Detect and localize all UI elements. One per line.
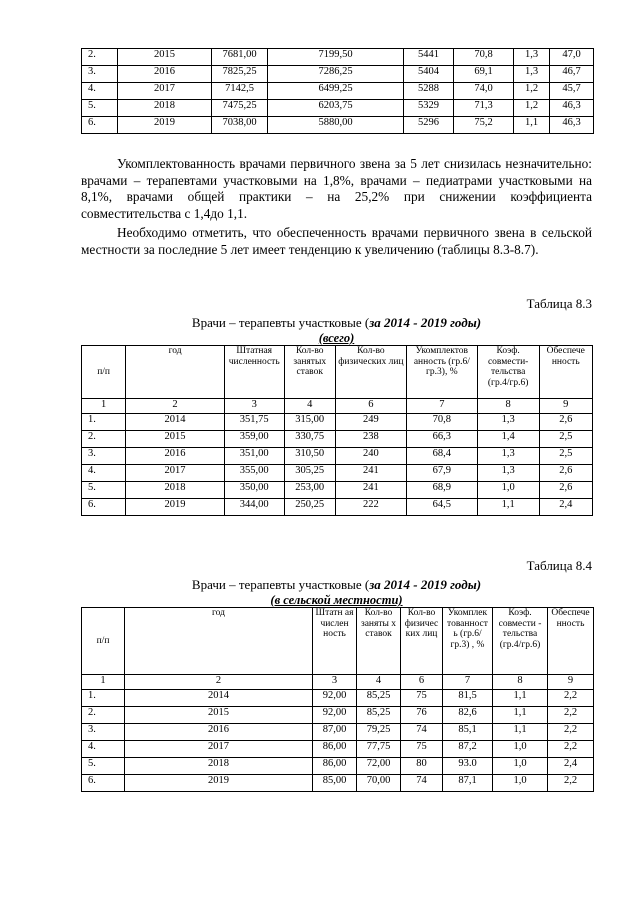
table-cell: 2,2	[548, 775, 594, 792]
table-cell: год	[126, 346, 225, 399]
table-cell: 2018	[126, 482, 225, 499]
table-cell: 86,00	[313, 758, 357, 775]
table-cell: 2,6	[539, 482, 593, 499]
table-cell: 4.	[82, 83, 118, 100]
table-cell: 85,1	[443, 724, 493, 741]
table-cell: 7681,00	[212, 49, 268, 66]
table-cell: 82,6	[443, 707, 493, 724]
continued-table	[81, 48, 594, 134]
table-cell: 1.	[82, 414, 126, 431]
table-cell: Кол-во физичес ких лиц	[401, 608, 443, 675]
table-cell: 46,7	[550, 66, 594, 83]
table-8-3	[81, 345, 593, 516]
table-cell: 5.	[82, 758, 125, 775]
table-cell: Штатн ая числен ность	[313, 608, 357, 675]
table-cell: 5.	[82, 482, 126, 499]
table-cell: 330,75	[284, 431, 335, 448]
table-cell: 2016	[125, 724, 313, 741]
table-cell: 70,00	[357, 775, 401, 792]
table-cell: Обеспече нность	[539, 346, 593, 399]
table-cell: 7475,25	[212, 100, 268, 117]
table-cell: 6203,75	[268, 100, 404, 117]
table-cell: 6.	[82, 499, 126, 516]
table-cell: 6	[401, 675, 443, 690]
table-cell: 69,1	[454, 66, 514, 83]
table-cell: 315,00	[284, 414, 335, 431]
table-cell: 46,3	[550, 117, 594, 134]
table-cell: 222	[335, 499, 406, 516]
table-cell: 2,6	[539, 465, 593, 482]
table-8-4	[81, 607, 594, 792]
table-cell: 3	[313, 675, 357, 690]
table-cell: 250,25	[284, 499, 335, 516]
table-cell: 68,4	[406, 448, 477, 465]
table-cell: 305,25	[284, 465, 335, 482]
table-cell: 1,2	[514, 83, 550, 100]
table-cell: 5404	[404, 66, 454, 83]
table-cell: Кол-во занятых ставок	[284, 346, 335, 399]
table-row	[82, 741, 594, 758]
table-cell: 5880,00	[268, 117, 404, 134]
table-cell: 241	[335, 465, 406, 482]
table-cell: 2.	[82, 49, 118, 66]
table-cell: 1,1	[514, 117, 550, 134]
table-row	[82, 448, 593, 465]
table-row	[82, 100, 594, 117]
table-cell: 2,2	[548, 707, 594, 724]
table-cell: 240	[335, 448, 406, 465]
table-cell: 87,1	[443, 775, 493, 792]
table-cell: 4.	[82, 741, 125, 758]
table-cell: 9	[539, 399, 593, 414]
table-cell: 5296	[404, 117, 454, 134]
table-cell: 87,00	[313, 724, 357, 741]
table-cell: 8	[477, 399, 539, 414]
table-row	[82, 431, 593, 448]
table-cell: год	[125, 608, 313, 675]
table-cell: 70,8	[406, 414, 477, 431]
table-8-3-title: Врачи – терапевты участковые (за 2014 - 2019 годы)	[191, 315, 482, 330]
column-number-row	[82, 675, 594, 690]
table-cell: 7142,5	[212, 83, 268, 100]
table-row	[82, 690, 594, 707]
table-cell: 9	[548, 675, 594, 690]
table-cell: 86,00	[313, 741, 357, 758]
table-cell: 2	[126, 399, 225, 414]
table-cell: 2015	[126, 431, 225, 448]
table-cell: 1.	[82, 690, 125, 707]
table-cell: 2,2	[548, 724, 594, 741]
table-row	[82, 49, 594, 66]
table-cell: 1,0	[477, 482, 539, 499]
table-cell: 1,1	[493, 707, 548, 724]
table-cell: 77,75	[357, 741, 401, 758]
table-cell: 2,5	[539, 431, 593, 448]
table-cell: 68,9	[406, 482, 477, 499]
table-cell: 1,0	[493, 758, 548, 775]
table-cell: 1,4	[477, 431, 539, 448]
table-cell: 5.	[82, 100, 118, 117]
paragraph-rural: Необходимо отметить, что обеспеченность врачами первичного звена в сельской местности за последние 5 лет имеет тенденцию к увеличению (таблицы 8.3-8.7).	[81, 225, 592, 257]
table-cell: 85,00	[313, 775, 357, 792]
table-cell: 5329	[404, 100, 454, 117]
table-cell: 5441	[404, 49, 454, 66]
table-cell: 2018	[118, 100, 212, 117]
table-row	[82, 724, 594, 741]
table-8-4-title: Врачи – терапевты участковые (за 2014 - 2019 годы)	[191, 577, 482, 592]
table-cell: 2	[125, 675, 313, 690]
table-cell: 7038,00	[212, 117, 268, 134]
table-cell: 74	[401, 724, 443, 741]
table-cell: 85,25	[357, 690, 401, 707]
table-cell: 2,5	[539, 448, 593, 465]
table-cell: 1,3	[514, 49, 550, 66]
table-cell: 67,9	[406, 465, 477, 482]
table-cell: 2014	[126, 414, 225, 431]
table-cell: п/п	[82, 608, 125, 675]
table-cell: 2017	[125, 741, 313, 758]
table-cell: 1,0	[493, 775, 548, 792]
table-cell: 3.	[82, 66, 118, 83]
table-row	[82, 758, 594, 775]
table-cell: 1	[82, 675, 125, 690]
table-row	[82, 66, 594, 83]
table-cell: 3.	[82, 724, 125, 741]
table-cell: 5288	[404, 83, 454, 100]
table-cell: 6.	[82, 775, 125, 792]
table-row	[82, 775, 594, 792]
table-cell: 2.	[82, 707, 125, 724]
table-cell: 92,00	[313, 707, 357, 724]
table-cell: 6.	[82, 117, 118, 134]
column-number-row	[82, 399, 593, 414]
table-cell: Обеспече нность	[548, 608, 594, 675]
paragraph-staffing: Укомплектованность врачами первичного звена за 5 лет снизилась незначительно: врачами – терапевтами участковыми на 1,8%, врачами – педиатрами участковыми на 8,1%, врачами общей практики – на 25,2% при снижении коэффициента совместительства с 1,4до 1,1.	[81, 156, 592, 221]
table-cell: 2015	[118, 49, 212, 66]
table-cell: 4.	[82, 465, 126, 482]
table-cell: 7199,50	[268, 49, 404, 66]
table-cell: 2017	[126, 465, 225, 482]
table-cell: 7	[443, 675, 493, 690]
header-row	[82, 346, 593, 399]
table-cell: 70,8	[454, 49, 514, 66]
table-cell: Укомплектов анность (гр.6/гр.3), %	[406, 346, 477, 399]
table-cell: 241	[335, 482, 406, 499]
table-cell: 3	[224, 399, 284, 414]
table-cell: 1,2	[514, 100, 550, 117]
table-row	[82, 707, 594, 724]
table-cell: 7	[406, 399, 477, 414]
table-cell: 79,25	[357, 724, 401, 741]
table-row	[82, 83, 594, 100]
table-cell: 355,00	[224, 465, 284, 482]
table-cell: 2,6	[539, 414, 593, 431]
table-cell: 66,3	[406, 431, 477, 448]
table-cell: 72,00	[357, 758, 401, 775]
table-cell: 85,25	[357, 707, 401, 724]
table-row	[82, 414, 593, 431]
table-cell: 64,5	[406, 499, 477, 516]
header-row	[82, 608, 594, 675]
table-row	[82, 482, 593, 499]
table-cell: 2016	[118, 66, 212, 83]
table-cell: 2,2	[548, 741, 594, 758]
table-cell: 2018	[125, 758, 313, 775]
table-cell: 92,00	[313, 690, 357, 707]
table-cell: 45,7	[550, 83, 594, 100]
table-cell: 2,4	[548, 758, 594, 775]
table-cell: 87,2	[443, 741, 493, 758]
table-cell: 253,00	[284, 482, 335, 499]
table-cell: 75,2	[454, 117, 514, 134]
table-cell: 2,2	[548, 690, 594, 707]
table-cell: 1,3	[477, 465, 539, 482]
table-row	[82, 499, 593, 516]
table-cell: 6	[335, 399, 406, 414]
table-cell: 2014	[125, 690, 313, 707]
table-cell: 2.	[82, 431, 126, 448]
table-cell: 2016	[126, 448, 225, 465]
table-cell: 6499,25	[268, 83, 404, 100]
table-8-3-label: Таблица 8.3	[526, 296, 592, 311]
table-cell: Укомплек тованност ь (гр.6/гр.3) , %	[443, 608, 493, 675]
table-cell: 75	[401, 690, 443, 707]
table-cell: 2019	[118, 117, 212, 134]
table-cell: 3.	[82, 448, 126, 465]
table-cell: Коэф. совмести - тельства (гр.4/гр.6)	[493, 608, 548, 675]
table-cell: 351,75	[224, 414, 284, 431]
table-cell: Штатная численность	[224, 346, 284, 399]
table-cell: 1,1	[477, 499, 539, 516]
table-8-4-label: Таблица 8.4	[526, 558, 592, 573]
table-cell: 74,0	[454, 83, 514, 100]
table-cell: 1	[82, 399, 126, 414]
table-cell: 7825,25	[212, 66, 268, 83]
table-cell: 93.0	[443, 758, 493, 775]
table-cell: 1,3	[514, 66, 550, 83]
table-cell: 310,50	[284, 448, 335, 465]
table-cell: 47,0	[550, 49, 594, 66]
table-cell: 4	[357, 675, 401, 690]
table-cell: п/п	[82, 346, 126, 399]
table-cell: 249	[335, 414, 406, 431]
table-cell: 2,4	[539, 499, 593, 516]
table-row	[82, 465, 593, 482]
table-8-4-subtitle: (в сельской местности)	[270, 593, 403, 607]
table-cell: 1,3	[477, 448, 539, 465]
table-cell: 1,1	[493, 724, 548, 741]
table-cell: 238	[335, 431, 406, 448]
table-cell: 2019	[126, 499, 225, 516]
table-cell: Кол-во заняты х ставок	[357, 608, 401, 675]
table-cell: 7286,25	[268, 66, 404, 83]
table-row	[82, 117, 594, 134]
table-cell: 74	[401, 775, 443, 792]
table-cell: 2015	[125, 707, 313, 724]
table-cell: 2019	[125, 775, 313, 792]
table-cell: 4	[284, 399, 335, 414]
table-8-3-subtitle: (всего)	[318, 331, 355, 345]
table-cell: 2017	[118, 83, 212, 100]
table-cell: 350,00	[224, 482, 284, 499]
table-cell: 351,00	[224, 448, 284, 465]
table-cell: Кол-во физических лиц	[335, 346, 406, 399]
table-cell: 76	[401, 707, 443, 724]
table-cell: 1,3	[477, 414, 539, 431]
table-cell: 8	[493, 675, 548, 690]
table-cell: 81,5	[443, 690, 493, 707]
table-cell: 1,1	[493, 690, 548, 707]
table-cell: 344,00	[224, 499, 284, 516]
table-cell: 75	[401, 741, 443, 758]
table-cell: Коэф. совмести-тельства (гр.4/гр.6)	[477, 346, 539, 399]
table-cell: 80	[401, 758, 443, 775]
table-cell: 71,3	[454, 100, 514, 117]
table-cell: 1,0	[493, 741, 548, 758]
table-cell: 359,00	[224, 431, 284, 448]
table-cell: 46,3	[550, 100, 594, 117]
